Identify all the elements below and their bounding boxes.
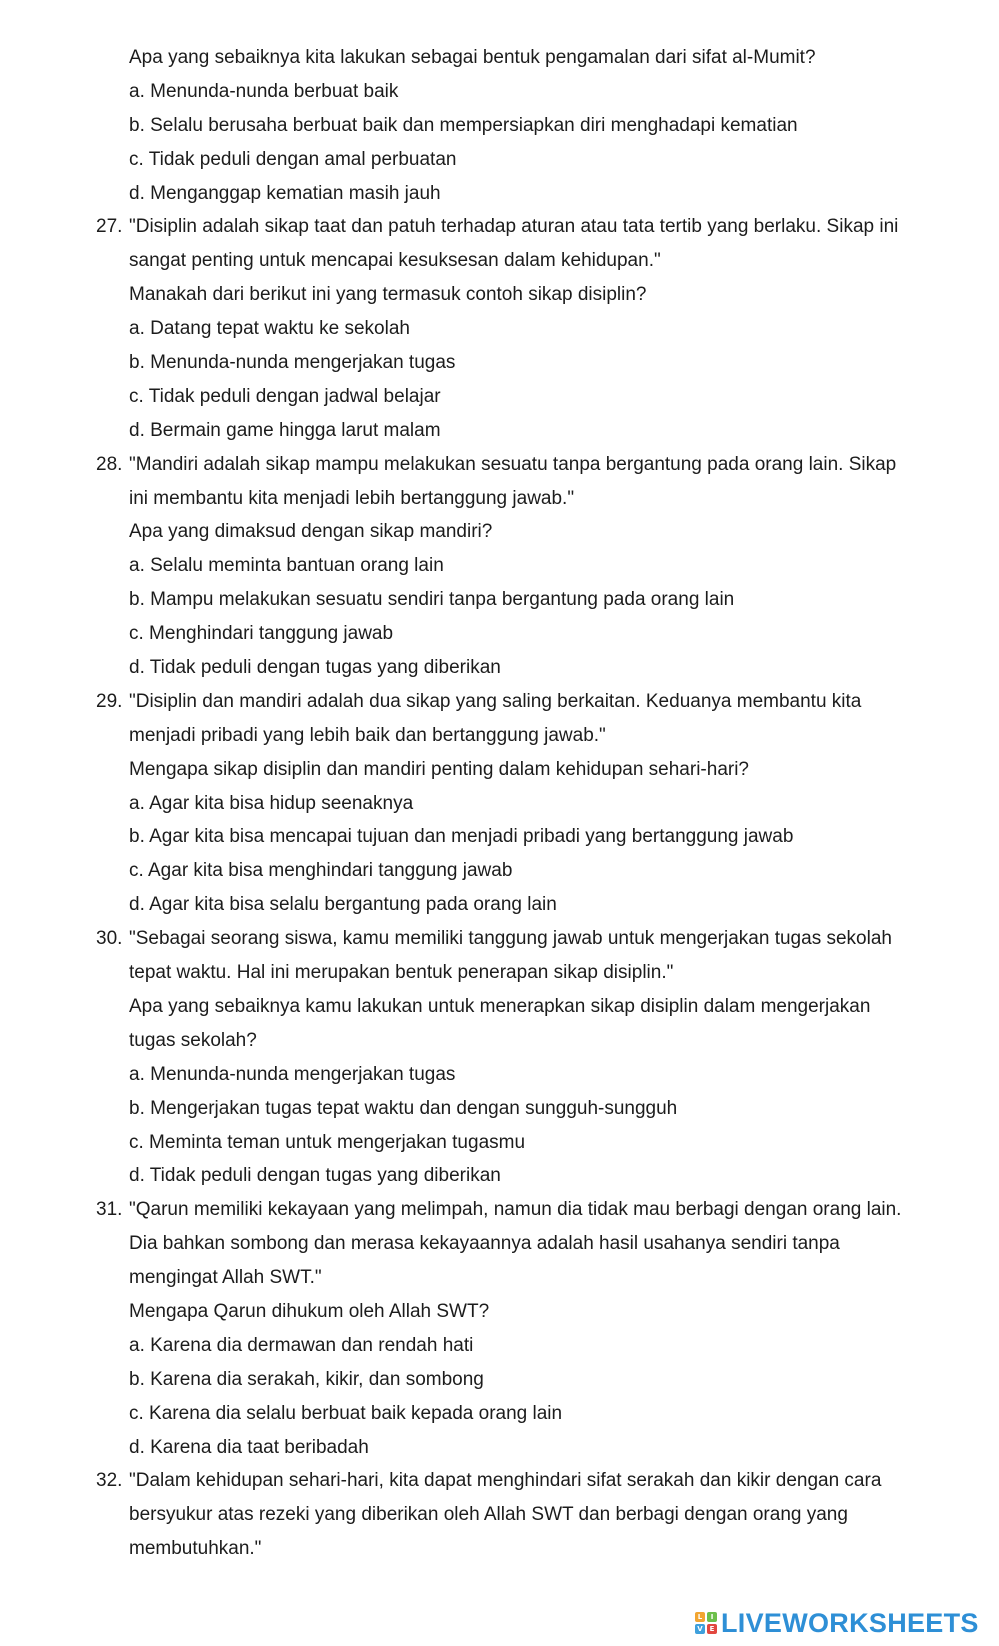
line-text: Apa yang sebaiknya kita lakukan sebagai bentuk pengamalan dari sifat al-Mumit? [129, 47, 816, 68]
line-text: a. Agar kita bisa hidup seenaknya [129, 792, 414, 814]
text-line [0, 346, 999, 380]
line-text: Apa yang dimaksud dengan sikap mandiri? [129, 521, 493, 543]
text-line [0, 1159, 999, 1193]
line-text: d. Karena dia taat beribadah [129, 1436, 369, 1458]
line-text: a. Datang tepat waktu ke sekolah [129, 318, 410, 340]
text-line [0, 380, 999, 414]
line-text: tepat waktu. Hal ini merupakan bentuk penerapan sikap disiplin." [129, 962, 674, 984]
text-line [0, 753, 999, 787]
line-text: d. Bermain game hingga larut malam [129, 419, 441, 441]
line-text: "Disiplin adalah sikap taat dan patuh terhadap aturan atau tata tertib yang berlaku. Sikap ini [129, 216, 899, 238]
text-line [0, 312, 999, 346]
logo-tile-e: E [707, 1624, 717, 1634]
line-text: sangat penting untuk mencapai kesuksesan dalam kehidupan." [129, 250, 661, 272]
text-line [0, 787, 999, 821]
text-line [0, 1058, 999, 1092]
line-text: b. Mengerjakan tugas tepat waktu dan dengan sungguh-sungguh [129, 1097, 678, 1119]
question-line [0, 685, 999, 719]
question-line [0, 1464, 999, 1498]
line-text: b. Selalu berusaha berbuat baik dan mempersiapkan diri menghadapi kematian [129, 114, 798, 136]
line-text: a. Menunda-nunda mengerjakan tugas [129, 1063, 456, 1085]
line-text: d. Tidak peduli dengan tugas yang diberikan [129, 657, 501, 679]
text-line [0, 1092, 999, 1126]
line-text: "Mandiri adalah sikap mampu melakukan sesuatu tanpa bergantung pada orang lain. Sikap [129, 453, 897, 475]
text-line [0, 956, 999, 990]
text-line [0, 617, 999, 651]
text-line [0, 1532, 999, 1566]
question-line [0, 210, 999, 244]
text-line [0, 583, 999, 617]
logo-tile-l: L [695, 1612, 705, 1622]
text-line [0, 990, 999, 1024]
text-line [0, 888, 999, 922]
question-line [0, 922, 999, 956]
line-text: ini membantu kita menjadi lebih bertanggung jawab." [129, 487, 575, 509]
text-line [0, 854, 999, 888]
line-text: d. Menganggap kematian masih jauh [129, 182, 441, 204]
line-text: "Disiplin dan mandiri adalah dua sikap yang saling berkaitan. Keduanya membantu kita [129, 690, 862, 712]
line-text: c. Menghindari tanggung jawab [129, 623, 394, 645]
text-line [0, 719, 999, 753]
text-line [0, 414, 999, 448]
line-text: a. Karena dia dermawan dan rendah hati [129, 1334, 474, 1356]
logo-wordmark: LIVEWORKSHEETS [721, 1607, 979, 1638]
text-line [0, 1295, 999, 1329]
text-line [0, 41, 999, 75]
question-number: 30. [96, 928, 123, 950]
line-text: mengingat Allah SWT." [129, 1267, 322, 1289]
line-text: Manakah dari berikut ini yang termasuk contoh sikap disiplin? [129, 284, 647, 306]
line-text: tugas sekolah? [129, 1029, 257, 1051]
text-line [0, 1329, 999, 1363]
text-line [0, 1397, 999, 1431]
question-number: 32. [96, 1470, 123, 1492]
text-line [0, 1431, 999, 1465]
text-line [0, 244, 999, 278]
line-text: b. Mampu melakukan sesuatu sendiri tanpa bergantung pada orang lain [129, 589, 735, 611]
text-line [0, 1126, 999, 1160]
text-line [0, 278, 999, 312]
text-line [0, 482, 999, 516]
text-line [0, 1227, 999, 1261]
line-text: b. Karena dia serakah, kikir, dan sombong [129, 1368, 484, 1390]
line-text: b. Agar kita bisa mencapai tujuan dan menjadi pribadi yang bertanggung jawab [129, 826, 794, 848]
line-text: c. Karena dia selalu berbuat baik kepada orang lain [129, 1402, 563, 1424]
line-text: a. Menunda-nunda berbuat baik [129, 80, 399, 102]
line-text: "Sebagai seorang siswa, kamu memiliki tanggung jawab untuk mengerjakan tugas sekolah [129, 928, 892, 950]
text-line [0, 75, 999, 109]
liveworksheets-logo[interactable] [695, 1606, 979, 1640]
logo-tile-i: I [707, 1612, 717, 1622]
line-text: membutuhkan." [129, 1538, 262, 1560]
question-line [0, 1193, 999, 1227]
question-number: 28. [96, 453, 123, 475]
line-text: menjadi pribadi yang lebih baik dan bertanggung jawab." [129, 724, 606, 746]
line-text: d. Agar kita bisa selalu bergantung pada orang lain [129, 894, 557, 916]
question-line [0, 448, 999, 482]
line-text: c. Agar kita bisa menghindari tanggung jawab [129, 860, 513, 882]
text-line [0, 1261, 999, 1295]
text-line [0, 1363, 999, 1397]
text-line [0, 1024, 999, 1058]
text-line [0, 515, 999, 549]
liveworksheets-logo-icon [695, 1612, 717, 1634]
line-text: Mengapa Qarun dihukum oleh Allah SWT? [129, 1300, 490, 1322]
line-text: bersyukur atas rezeki yang diberikan oleh Allah SWT dan berbagi dengan orang yang [129, 1504, 848, 1526]
line-text: Mengapa sikap disiplin dan mandiri penting dalam kehidupan sehari-hari? [129, 758, 749, 780]
line-text: Apa yang sebaiknya kamu lakukan untuk menerapkan sikap disiplin dalam mengerjakan [129, 995, 871, 1017]
text-line [0, 109, 999, 143]
text-line [0, 820, 999, 854]
line-text: c. Tidak peduli dengan amal perbuatan [129, 148, 457, 170]
line-text: a. Selalu meminta bantuan orang lain [129, 555, 444, 577]
line-text: d. Tidak peduli dengan tugas yang diberikan [129, 1165, 501, 1187]
question-number: 27. [96, 216, 123, 238]
text-line [0, 651, 999, 685]
text-line [0, 1498, 999, 1532]
line-text: c. Tidak peduli dengan jadwal belajar [129, 385, 441, 407]
line-text: b. Menunda-nunda mengerjakan tugas [129, 352, 456, 374]
text-line [0, 549, 999, 583]
line-text: "Dalam kehidupan sehari-hari, kita dapat menghindari sifat serakah dan kikir dengan cara [129, 1470, 882, 1492]
logo-tile-v: V [695, 1624, 705, 1634]
line-text: c. Meminta teman untuk mengerjakan tugasmu [129, 1131, 526, 1153]
worksheet-text [0, 41, 999, 1566]
text-line [0, 177, 999, 211]
question-number: 29. [96, 690, 123, 712]
question-number: 31. [96, 1199, 123, 1221]
line-text: "Qarun memiliki kekayaan yang melimpah, namun dia tidak mau berbagi dengan orang lain. [129, 1199, 902, 1221]
text-line [0, 143, 999, 177]
line-text: Dia bahkan sombong dan merasa kekayaannya adalah hasil usahanya sendiri tanpa [129, 1233, 840, 1255]
